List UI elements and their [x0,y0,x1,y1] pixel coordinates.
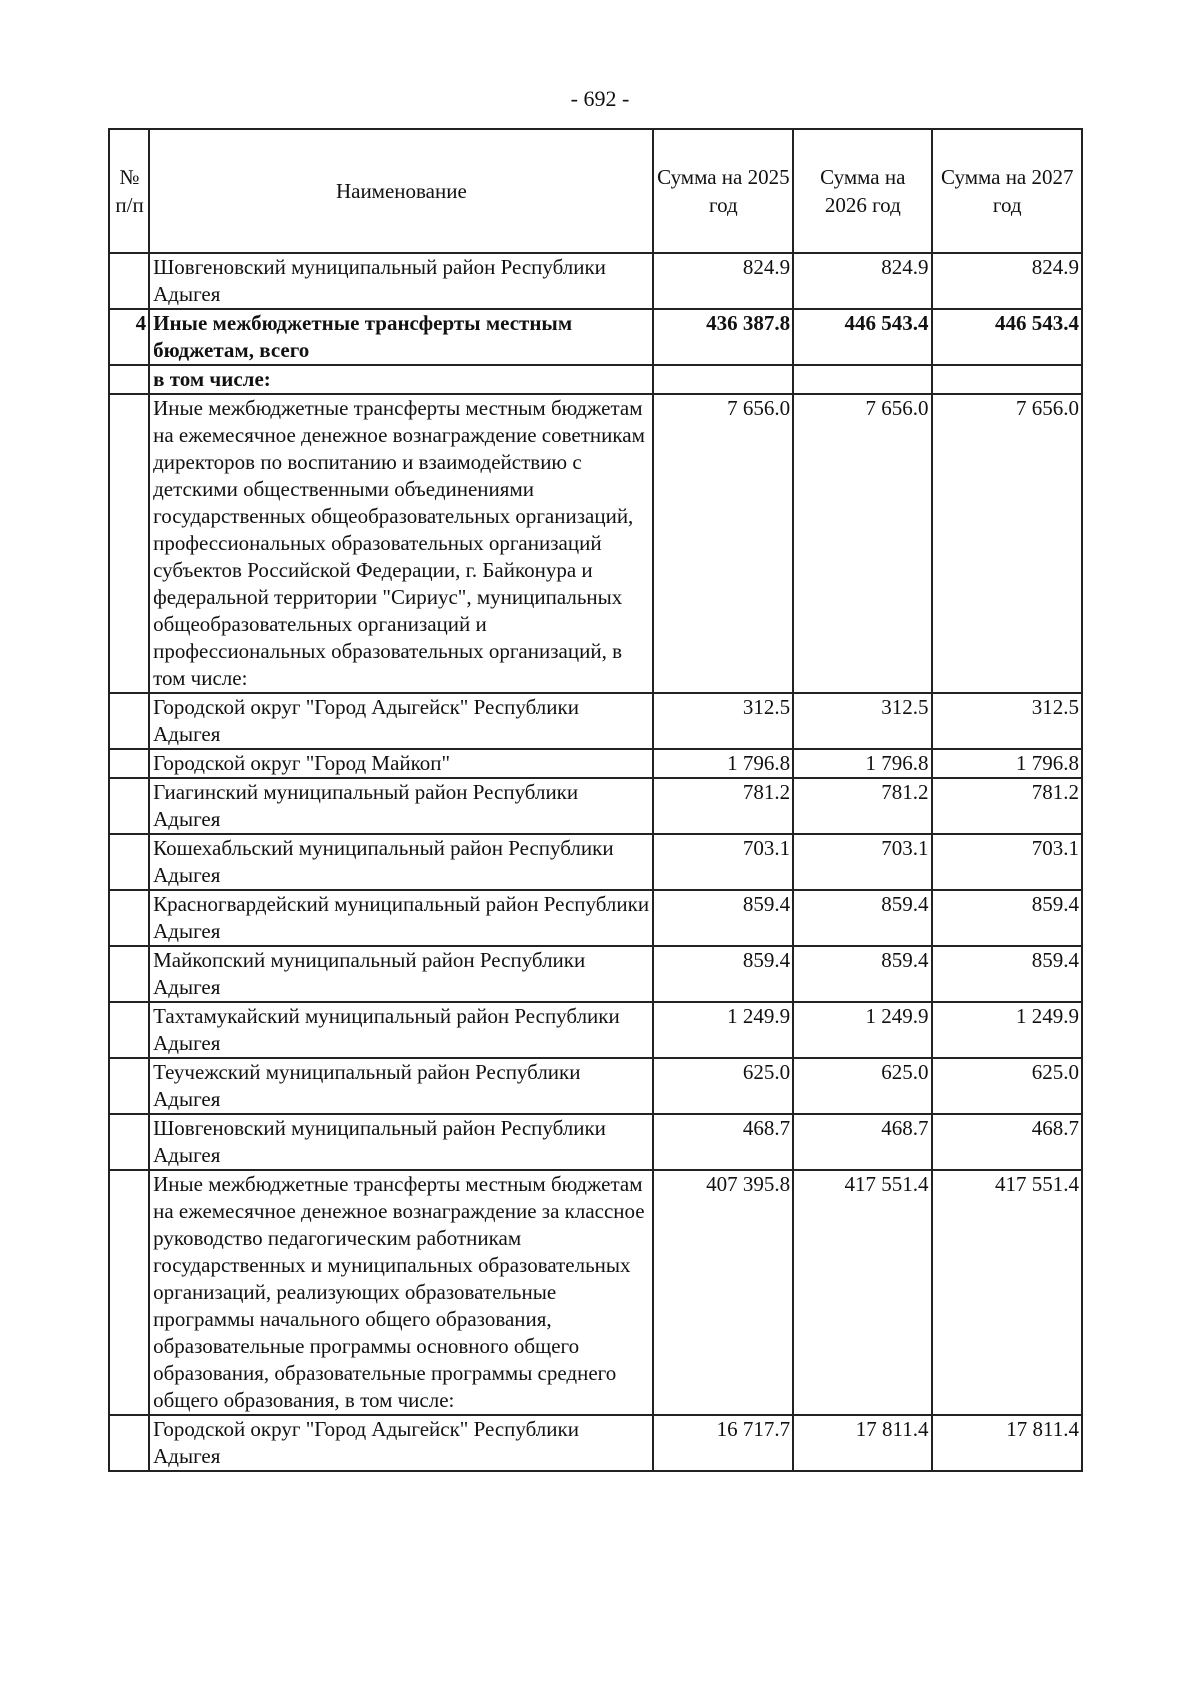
row-amount-2025: 16 717.7 [653,1415,793,1471]
row-name: в том числе: [149,365,653,394]
row-number [109,890,149,946]
table-row [109,946,1082,1002]
row-amount-2026 [793,365,931,394]
row-amount-2027: 859.4 [932,946,1083,1002]
row-name: Городской округ "Город Адыгейск" Республики Адыгея [149,1415,653,1471]
table-row [109,1058,1082,1114]
row-amount-2025: 407 395.8 [653,1170,793,1415]
row-amount-2025: 1 249.9 [653,1002,793,1058]
row-amount-2026: 468.7 [793,1114,931,1170]
row-amount-2027: 859.4 [932,890,1083,946]
header-num: № п/п [109,129,149,253]
table-row [109,1002,1082,1058]
header-name: Наименование [149,129,653,253]
row-amount-2027: 1 249.9 [932,1002,1083,1058]
row-amount-2027: 781.2 [932,778,1083,834]
row-name: Гиагинский муниципальный район Республики Адыгея [149,778,653,834]
table-row [109,1170,1082,1415]
budget-table [108,128,1083,1472]
row-amount-2025: 468.7 [653,1114,793,1170]
row-name: Тахтамукайский муниципальный район Республики Адыгея [149,1002,653,1058]
row-name: Городской округ "Город Майкоп" [149,749,653,778]
table-row [109,890,1082,946]
row-amount-2025: 781.2 [653,778,793,834]
row-amount-2026: 7 656.0 [793,394,931,693]
row-name: Иные межбюджетные трансферты местным бюджетам, всего [149,309,653,365]
row-amount-2027: 417 551.4 [932,1170,1083,1415]
row-amount-2025 [653,365,793,394]
row-amount-2025: 312.5 [653,693,793,749]
row-number [109,693,149,749]
table-row [109,693,1082,749]
row-amount-2027: 1 796.8 [932,749,1083,778]
row-amount-2026: 703.1 [793,834,931,890]
row-name: Иные межбюджетные трансферты местным бюджетам на ежемесячное денежное вознаграждение за классное руководство педагогическим работникам государственных и муниципальных образовательных организаций, реализующих образовательные программы начального общего образования, образовательные программы основного общего образования, образовательные программы среднего общего образования, в том числе: [149,1170,653,1415]
header-2027: Сумма на 2027 год [932,129,1083,253]
row-name: Иные межбюджетные трансферты местным бюджетам на ежемесячное денежное вознаграждение советникам директоров по воспитанию и взаимодействию с детскими общественными объединениями государственных общеобразовательных организаций, профессиональных образовательных организаций субъектов Российской Федерации, г. Байконура и федеральной территории "Сириус", муниципальных общеобразовательных организаций и профессиональных образовательных организаций, в том числе: [149,394,653,693]
row-amount-2026: 824.9 [793,253,931,309]
table-header-row [109,129,1082,253]
row-number [109,1002,149,1058]
row-name: Кошехабльский муниципальный район Республики Адыгея [149,834,653,890]
row-number [109,253,149,309]
page-number: - 692 - [570,86,630,111]
row-number [109,394,149,693]
row-amount-2027: 468.7 [932,1114,1083,1170]
row-amount-2025: 859.4 [653,890,793,946]
row-amount-2025: 703.1 [653,834,793,890]
header-2026: Сумма на 2026 год [793,129,931,253]
row-name: Красногвардейский муниципальный район Республики Адыгея [149,890,653,946]
row-number: 4 [109,309,149,365]
table-row [109,1114,1082,1170]
row-amount-2026: 1 249.9 [793,1002,931,1058]
row-amount-2026: 859.4 [793,946,931,1002]
row-amount-2027: 7 656.0 [932,394,1083,693]
row-amount-2025: 1 796.8 [653,749,793,778]
row-amount-2026: 17 811.4 [793,1415,931,1471]
table-row [109,1415,1082,1471]
row-number [109,778,149,834]
row-name: Шовгеновский муниципальный район Республики Адыгея [149,1114,653,1170]
row-name: Шовгеновский муниципальный район Республики Адыгея [149,253,653,309]
row-number [109,749,149,778]
row-amount-2027: 824.9 [932,253,1083,309]
row-amount-2026: 312.5 [793,693,931,749]
row-name: Теучежский муниципальный район Республики Адыгея [149,1058,653,1114]
table-row [109,394,1082,693]
row-amount-2025: 625.0 [653,1058,793,1114]
table-row [109,834,1082,890]
row-amount-2027: 312.5 [932,693,1083,749]
row-amount-2026: 1 796.8 [793,749,931,778]
row-amount-2027 [932,365,1083,394]
row-amount-2026: 446 543.4 [793,309,931,365]
row-number [109,1114,149,1170]
table-row [109,253,1082,309]
table-row [109,749,1082,778]
row-number [109,946,149,1002]
row-number [109,365,149,394]
table-row [109,778,1082,834]
row-amount-2025: 824.9 [653,253,793,309]
row-amount-2026: 625.0 [793,1058,931,1114]
row-amount-2026: 781.2 [793,778,931,834]
row-amount-2027: 703.1 [932,834,1083,890]
row-amount-2027: 446 543.4 [932,309,1083,365]
row-amount-2026: 859.4 [793,890,931,946]
header-2025: Сумма на 2025 год [653,129,793,253]
row-number [109,1058,149,1114]
row-number [109,1170,149,1415]
row-amount-2025: 859.4 [653,946,793,1002]
row-amount-2025: 436 387.8 [653,309,793,365]
row-amount-2027: 17 811.4 [932,1415,1083,1471]
row-name: Городской округ "Город Адыгейск" Республики Адыгея [149,693,653,749]
table-row-subheading [109,365,1082,394]
row-name: Майкопский муниципальный район Республики Адыгея [149,946,653,1002]
row-amount-2027: 625.0 [932,1058,1083,1114]
row-number [109,834,149,890]
row-number [109,1415,149,1471]
row-amount-2025: 7 656.0 [653,394,793,693]
row-amount-2026: 417 551.4 [793,1170,931,1415]
table-row-total [109,309,1082,365]
